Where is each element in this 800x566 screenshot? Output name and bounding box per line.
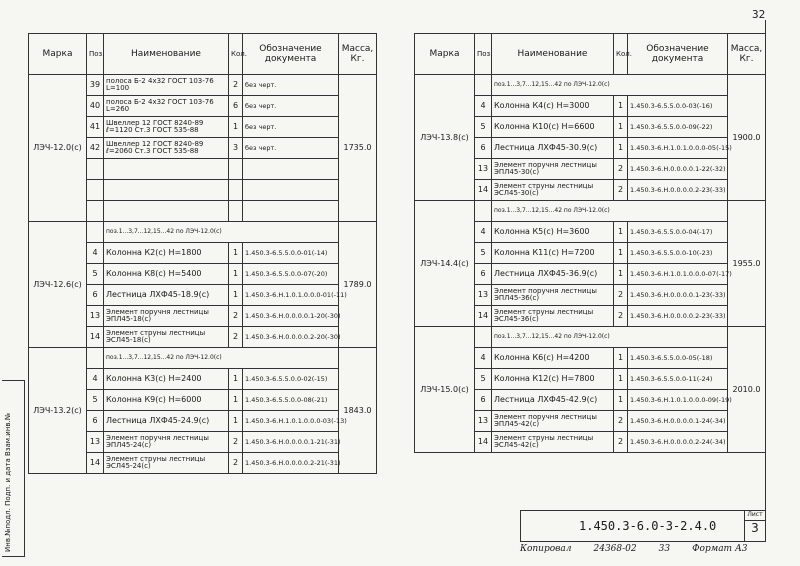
doc-cell: 1.450.3-6.Н.0.0.0.0.1-24(-34) [628,411,728,432]
pos-cell: 13 [475,159,492,180]
pos-cell: 14 [87,327,104,348]
name-cell: Лестница ЛХФ45-18.9(с) [104,285,229,306]
footer-copied: Копировал [520,544,572,554]
doc-cell: 1.450.3-6.Н.1.0.1.0.0.0-01(-11) [243,285,339,306]
doc-cell: 1.450.3-6.Н.0.0.0.0.1-22(-32) [628,159,728,180]
table-row [29,75,377,96]
pos-cell: 6 [475,390,492,411]
qty-cell: 1 [229,390,243,411]
mass-cell: 1900.0 [728,75,766,201]
doc-cell: 1.450.3-6.Н.0.0.0.0.2-21(-31) [243,453,339,474]
right-spec-table [414,33,766,453]
header-pos: Поз. [87,34,104,75]
name-cell: Колонна К2(с) Н=1800 [104,243,229,264]
pos-cell: 6 [475,264,492,285]
header-mark: Марка [29,34,87,75]
qty-cell: 6 [229,96,243,117]
footer-number: 33 [658,544,671,554]
qty-cell [229,159,243,180]
qty-cell: 1 [229,411,243,432]
footer-format: Формат А3 [692,544,748,554]
mass-cell: 1955.0 [728,201,766,327]
qty-cell: 2 [614,159,628,180]
doc-cell: 1.450.3-6.5.5.0.0-05(-18) [628,348,728,369]
qty-cell: 1 [614,369,628,390]
qty-cell: 3 [229,138,243,159]
pos-cell [87,159,104,180]
qty-cell: 1 [614,96,628,117]
left-header-row [29,34,377,75]
mass-cell: 1789.0 [339,222,377,348]
doc-cell: без черт. [243,96,339,117]
qty-cell: 2 [229,306,243,327]
pos-cell: 4 [87,369,104,390]
mark-cell: ЛЭЧ-15.0(с) [415,327,475,453]
header-pos: Поз. [475,34,492,75]
group-header-row [29,348,377,369]
document-code: 1.450.3-6.0-3-2.4.0 [579,519,717,533]
footer [520,544,780,554]
qty-cell: 1 [229,117,243,138]
qty-cell: 1 [229,285,243,306]
sheet-number: 3 [751,521,759,535]
pos-cell: 42 [87,138,104,159]
name-cell: Элемент поручня лестницы ЭПЛ45-24(с) [104,432,229,453]
pos-cell: 13 [475,285,492,306]
pos-cell: 14 [87,453,104,474]
name-cell: Колонна К5(с) Н=3600 [492,222,614,243]
pos-cell [475,201,492,222]
name-cell: Лестница ЛХФ45-30.9(с) [492,138,614,159]
pos-cell: 5 [475,369,492,390]
name-cell: Элемент струны лестницы ЭСЛ45-18(с) [104,327,229,348]
group-reference: поз.1...3,7...12,15...42 по ЛЭЧ-12.0(с) [104,222,339,243]
name-cell: Колонна К10(с) Н=6600 [492,117,614,138]
pos-cell: 5 [87,390,104,411]
pos-cell: 40 [87,96,104,117]
header-mass: Масса, Кг. [339,34,377,75]
name-cell: Швеллер 12 ГОСТ 8240-89 ℓ=2060 Ст.3 ГОСТ 535-88 [104,138,229,159]
doc-cell: 1.450.3-6.5.5.0.0-04(-17) [628,222,728,243]
qty-cell: 1 [229,243,243,264]
page-number: 32 [752,8,766,21]
side-labels: Инв.№подл. Подп. и дата Взам.инв.№ [4,412,12,552]
pos-cell: 14 [475,432,492,453]
name-cell: Колонна К12(с) Н=7800 [492,369,614,390]
pos-cell: 5 [475,117,492,138]
pos-cell: 13 [475,411,492,432]
name-cell: полоса Б-2 4х32 ГОСТ 103-76 L=100 [104,75,229,96]
pos-cell: 5 [475,243,492,264]
pos-cell: 14 [475,180,492,201]
pos-cell [87,180,104,201]
mass-cell: 1735.0 [339,75,377,222]
qty-cell: 1 [614,117,628,138]
group-header-row [415,201,766,222]
qty-cell: 2 [229,453,243,474]
pos-cell: 4 [475,348,492,369]
mark-cell: ЛЭЧ-13.8(с) [415,75,475,201]
pos-cell [87,222,104,243]
pos-cell: 39 [87,75,104,96]
mass-cell: 1843.0 [339,348,377,474]
name-cell: Колонна К6(с) Н=4200 [492,348,614,369]
name-cell: Колонна К11(с) Н=7200 [492,243,614,264]
qty-cell: 1 [614,222,628,243]
doc-cell: 1.450.3-6.Н.1.0.1.0.0.0-09(-19) [628,390,728,411]
sheet-box [744,511,765,541]
pos-cell [475,75,492,96]
header-qty: Кол. [229,34,243,75]
name-cell: Колонна К3(с) Н=2400 [104,369,229,390]
name-cell: Элемент поручня лестницы ЭПЛ45-18(с) [104,306,229,327]
group-reference: поз.1...3,7...12,15...42 по ЛЭЧ-12.0(с) [492,201,728,222]
name-cell: Колонна К9(с) Н=6000 [104,390,229,411]
qty-cell: 2 [614,180,628,201]
header-mark: Марка [415,34,475,75]
name-cell: Элемент струны лестницы ЭСЛ45-36(с) [492,306,614,327]
qty-cell [229,201,243,222]
doc-cell: 1.450.3-6.Н.1.0.1.0.0.0-07(-17) [628,264,728,285]
qty-cell: 1 [229,369,243,390]
doc-cell: 1.450.3-6.Н.0.0.0.0.1-20(-30) [243,306,339,327]
pos-cell: 4 [87,243,104,264]
name-cell: полоса Б-2 4х32 ГОСТ 103-76 L=260 [104,96,229,117]
qty-cell: 1 [614,348,628,369]
mark-cell: ЛЭЧ-14.4(с) [415,201,475,327]
header-qty: Кол. [614,34,628,75]
group-header-row [415,327,766,348]
header-doc: Обозначение документа [243,34,339,75]
doc-cell: без черт. [243,117,339,138]
header-doc: Обозначение документа [628,34,728,75]
qty-cell: 2 [229,75,243,96]
mark-cell: ЛЭЧ-12.0(с) [29,75,87,222]
doc-cell: 1.450.3-6.Н.0.0.0.0.2-23(-33) [628,180,728,201]
header-name: Наименование [104,34,229,75]
doc-cell: 1.450.3-6.5.5.0.0-03(-16) [628,96,728,117]
header-name: Наименование [492,34,614,75]
doc-cell [243,180,339,201]
doc-cell: 1.450.3-6.Н.0.0.0.0.2-23(-33) [628,306,728,327]
pos-cell [87,348,104,369]
doc-cell: 1.450.3-6.5.5.0.0-01(-14) [243,243,339,264]
group-reference: поз.1...3,7...12,15...42 по ЛЭЧ-12.0(с) [492,327,728,348]
name-cell: Лестница ЛХФ45-36.9(с) [492,264,614,285]
doc-cell: 1.450.3-6.5.5.0.0-11(-24) [628,369,728,390]
mark-cell: ЛЭЧ-12.6(с) [29,222,87,348]
doc-cell: 1.450.3-6.Н.0.0.0.0.2-24(-34) [628,432,728,453]
qty-cell: 1 [614,243,628,264]
doc-cell: без черт. [243,138,339,159]
left-spec-table [28,33,377,474]
qty-cell: 2 [614,411,628,432]
doc-cell: 1.450.3-6.5.5.0.0-02(-15) [243,369,339,390]
right-header-row [415,34,766,75]
qty-cell: 2 [229,432,243,453]
name-cell: Лестница ЛХФ45-24.9(с) [104,411,229,432]
doc-cell [243,201,339,222]
group-header-row [29,222,377,243]
pos-cell: 4 [475,96,492,117]
qty-cell: 1 [229,264,243,285]
doc-cell: 1.450.3-6.5.5.0.0-09(-22) [628,117,728,138]
name-cell: Лестница ЛХФ45-42.9(с) [492,390,614,411]
footer-order: 24368-02 [593,544,637,554]
name-cell: Элемент поручня лестницы ЭПЛ45-42(с) [492,411,614,432]
qty-cell: 2 [614,285,628,306]
name-cell: Элемент струны лестницы ЭСЛ45-24(с) [104,453,229,474]
doc-cell: без черт. [243,75,339,96]
doc-cell: 1.450.3-6.Н.1.0.1.0.0.0-05(-15) [628,138,728,159]
pos-cell: 6 [87,285,104,306]
mark-cell: ЛЭЧ-13.2(с) [29,348,87,474]
doc-cell [243,159,339,180]
group-header-row [415,75,766,96]
pos-cell [87,201,104,222]
name-cell: Элемент струны лестницы ЭСЛ45-30(с) [492,180,614,201]
qty-cell: 2 [229,327,243,348]
pos-cell [475,327,492,348]
doc-cell: 1.450.3-6.5.5.0.0-07(-20) [243,264,339,285]
doc-cell: 1.450.3-6.5.5.0.0-08(-21) [243,390,339,411]
qty-cell: 1 [614,390,628,411]
pos-cell: 14 [475,306,492,327]
name-cell: Элемент поручня лестницы ЭПЛ45-30(с) [492,159,614,180]
pos-cell: 13 [87,306,104,327]
doc-cell: 1.450.3-6.Н.1.0.1.0.0.0-03(-13) [243,411,339,432]
title-stamp [520,510,766,542]
doc-cell: 1.450.3-6.Н.0.0.0.0.1-21(-31) [243,432,339,453]
pos-cell: 41 [87,117,104,138]
name-cell: Колонна К8(с) Н=5400 [104,264,229,285]
name-cell: Швеллер 12 ГОСТ 8240-89 ℓ=1120 Ст.3 ГОСТ 535-88 [104,117,229,138]
mass-cell: 2010.0 [728,327,766,453]
pos-cell: 13 [87,432,104,453]
pos-cell: 6 [475,138,492,159]
name-cell [104,159,229,180]
qty-cell: 1 [614,138,628,159]
name-cell: Элемент поручня лестницы ЭПЛ45-36(с) [492,285,614,306]
header-mass: Масса, Кг. [728,34,766,75]
doc-cell: 1.450.3-6.5.5.0.0-10(-23) [628,243,728,264]
qty-cell [229,180,243,201]
name-cell [104,180,229,201]
qty-cell: 2 [614,306,628,327]
group-reference: поз.1...3,7...12,15...42 по ЛЭЧ-12.0(с) [104,348,339,369]
qty-cell: 1 [614,264,628,285]
pos-cell: 6 [87,411,104,432]
name-cell: Элемент струны лестницы ЭСЛ45-42(с) [492,432,614,453]
name-cell [104,201,229,222]
pos-cell: 4 [475,222,492,243]
sheet-label: Лист [745,511,765,521]
doc-cell: 1.450.3-6.Н.0.0.0.0.2-20(-30) [243,327,339,348]
pos-cell: 5 [87,264,104,285]
group-reference: поз.1...3,7...12,15...42 по ЛЭЧ-12.0(с) [492,75,728,96]
qty-cell: 2 [614,432,628,453]
name-cell: Колонна К4(с) Н=3000 [492,96,614,117]
doc-cell: 1.450.3-6.Н.0.0.0.0.1-23(-33) [628,285,728,306]
